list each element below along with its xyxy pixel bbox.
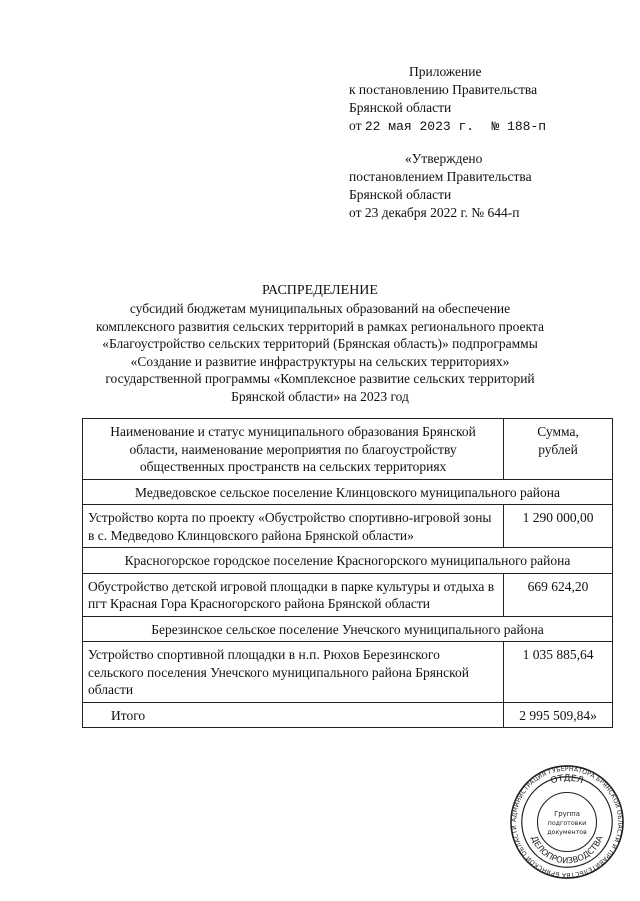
table-header-row bbox=[83, 419, 613, 480]
section-name: Березинское сельское поселение Унечского муниципального района bbox=[83, 616, 613, 642]
header-sum-cell bbox=[504, 419, 613, 480]
total-row bbox=[83, 702, 613, 728]
stamp-ring-bottom-text: ДЕЛОПРОИЗВОДСТВА bbox=[529, 834, 605, 866]
appendix-title: Приложение bbox=[409, 64, 482, 79]
section-name: Красногорское городское поселение Красногорского муниципального района bbox=[83, 548, 613, 574]
item-amount: 669 624,20 bbox=[504, 573, 613, 616]
header-sum-line-2: рублей bbox=[538, 441, 578, 457]
subtitle-line: комплексного развития сельских территорий в рамках регионального проекта bbox=[96, 318, 544, 334]
appendix-date-prefix: от bbox=[349, 118, 362, 133]
table-row bbox=[83, 642, 613, 703]
total-amount: 2 995 509,84» bbox=[504, 702, 613, 728]
stamp-center-line-3: документов bbox=[547, 828, 587, 836]
document-subtitle bbox=[70, 300, 570, 406]
total-label: Итого bbox=[83, 702, 504, 728]
table-row bbox=[83, 573, 613, 616]
subtitle-line: Брянской области» на 2023 год bbox=[231, 388, 409, 404]
approved-line-2: Брянской области bbox=[349, 187, 452, 202]
approved-line-1: постановлением Правительства bbox=[349, 169, 532, 184]
document-title: РАСПРЕДЕЛЕНИЕ bbox=[262, 283, 378, 298]
table-row bbox=[83, 505, 613, 548]
appendix-date: 22 мая 2023 г. bbox=[364, 119, 475, 134]
subtitle-line: субсидий бюджетам муниципальных образований на обеспечение bbox=[129, 301, 511, 316]
appendix-date-line bbox=[349, 117, 546, 136]
section-row bbox=[83, 616, 613, 642]
appendix-line-2: Брянской области bbox=[349, 100, 452, 115]
approved-title: «Утверждено bbox=[405, 151, 483, 166]
approved-line-3: от 23 декабря 2022 г. № 644-п bbox=[349, 205, 520, 220]
subtitle-line: государственной программы «Комплексное развитие сельских территорий bbox=[105, 371, 535, 387]
item-name: Обустройство детской игровой площадки в парке культуры и отдыха в пгт Красная Гора Красногорского района Брянской области bbox=[83, 573, 504, 616]
office-stamp bbox=[508, 763, 626, 881]
section-row bbox=[83, 479, 613, 505]
subsidy-table bbox=[82, 418, 613, 728]
stamp-outer-text: АДМИНИСТРАЦИЯ ГУБЕРНАТОРА БРЯНСКОЙ ОБЛАСТИ И ПРАВИТЕЛЬСТВА БРЯНСКОЙ ОБЛАСТИ bbox=[510, 765, 624, 879]
appendix-line-1: к постановлению Правительства bbox=[349, 82, 538, 97]
item-name: Устройство спортивной площадки в н.п. Рюхов Березинского сельского поселения Унечского муниципального района Брянской области bbox=[83, 642, 504, 703]
subtitle-line: «Благоустройство сельских территорий (Брянская область)» подпрограммы bbox=[102, 336, 538, 352]
item-amount: 1 035 885,64 bbox=[504, 642, 613, 703]
header-name-cell: Наименование и статус муниципального образования Брянской области, наименование мероприятия по благоустройству общественных пространств на сельских территориях bbox=[83, 419, 504, 480]
section-name: Медведовское сельское поселение Клинцовского муниципального района bbox=[83, 479, 613, 505]
stamp-ring-top-text: ОТДЕЛ bbox=[549, 773, 585, 787]
appendix-number: № 188-п bbox=[491, 119, 547, 134]
header-sum-line-1: Сумма, bbox=[537, 424, 579, 439]
approved-block bbox=[349, 150, 532, 222]
item-name: Устройство корта по проекту «Обустройство спортивно-игровой зоны в с. Медведово Клинцовского района Брянской области» bbox=[83, 505, 504, 548]
item-amount: 1 290 000,00 bbox=[504, 505, 613, 548]
subtitle-line: «Создание и развитие инфраструктуры на сельских территориях» bbox=[130, 353, 510, 369]
appendix-block bbox=[349, 63, 546, 136]
stamp-center-line-2: подготовки bbox=[547, 819, 587, 827]
section-row bbox=[83, 548, 613, 574]
stamp-center-line-1: Группа bbox=[554, 810, 580, 819]
